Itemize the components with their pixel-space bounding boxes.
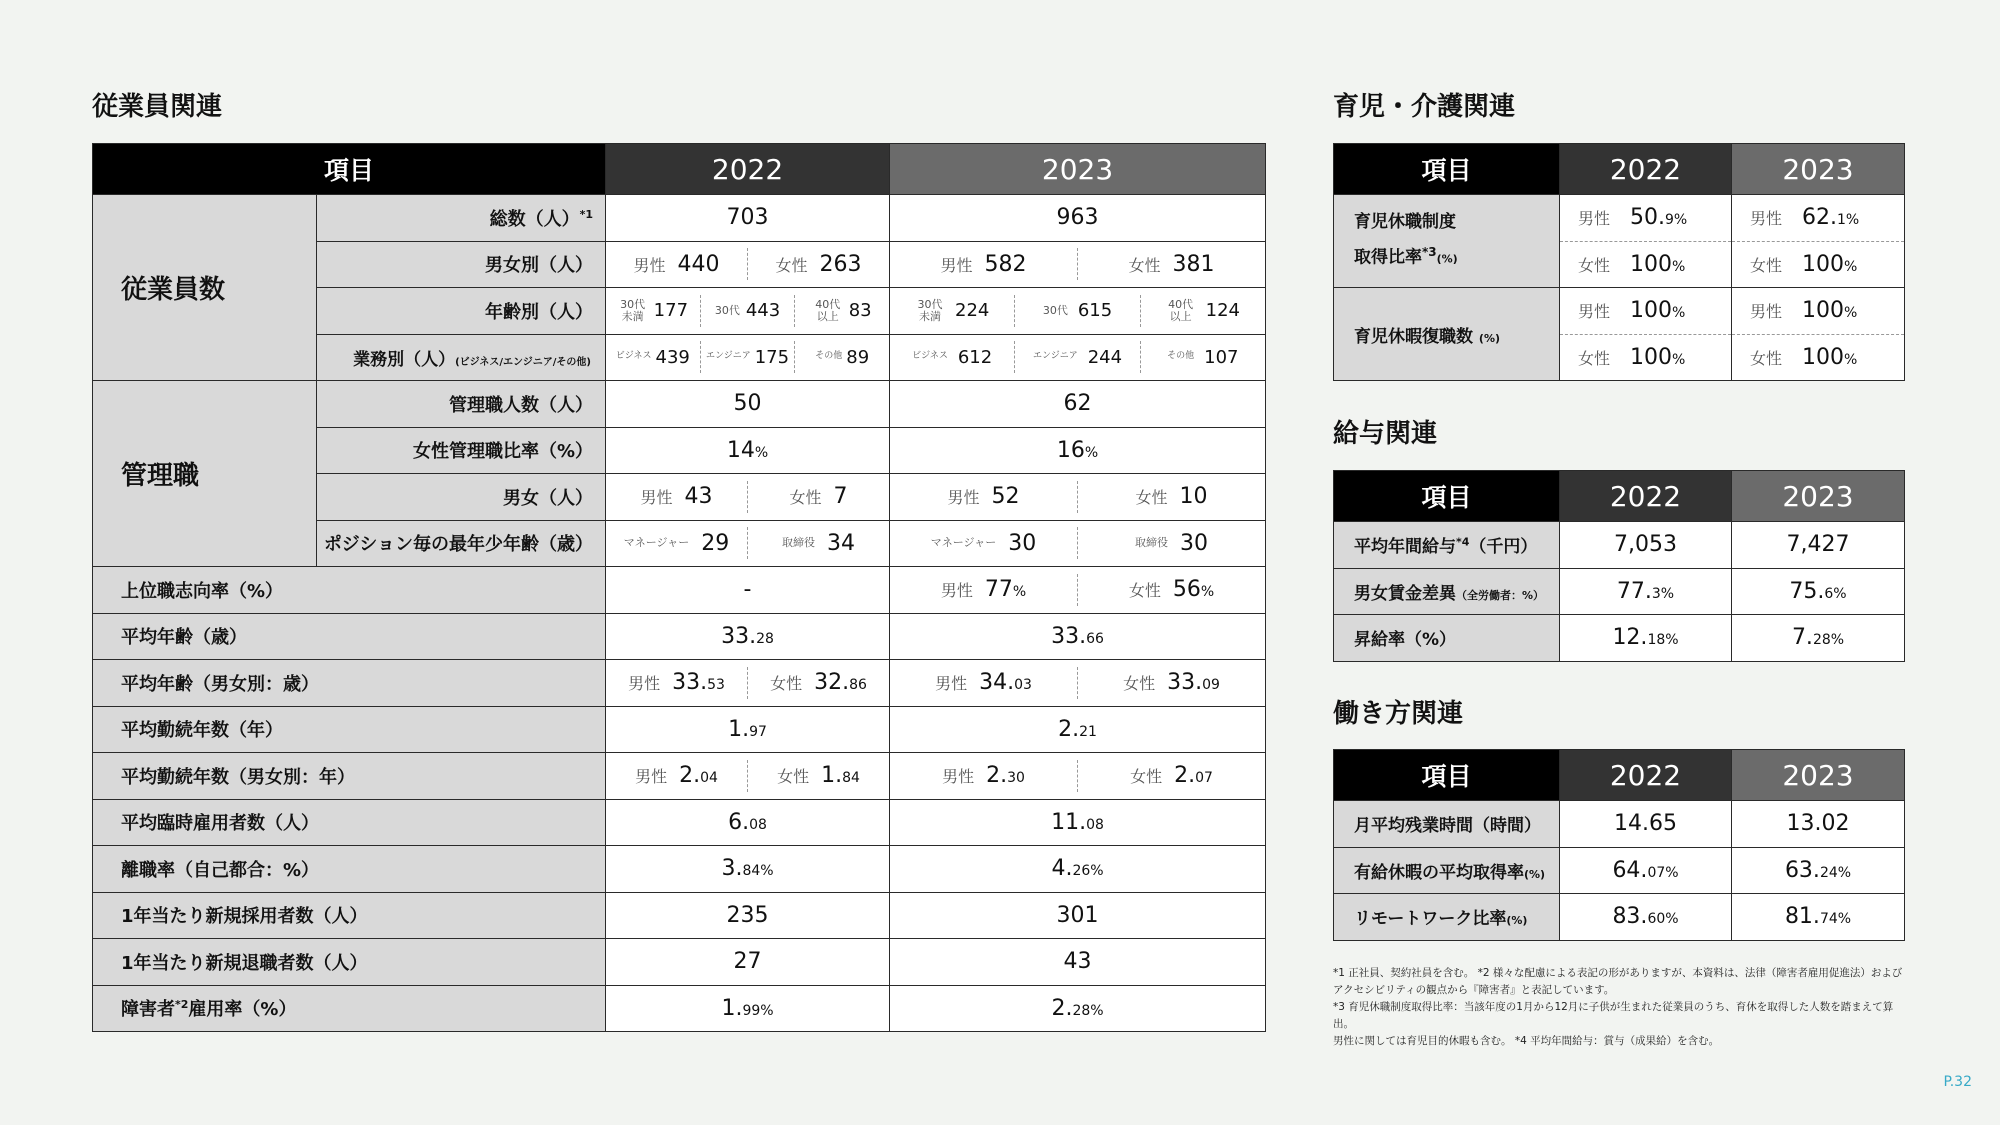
wage-gap-2022: 77.3%: [1560, 568, 1732, 615]
return-rate-2023: 男性 100% 女性 100%: [1732, 288, 1905, 381]
overtime-2022: 14.65: [1560, 801, 1732, 848]
raise-2022: 12.18%: [1560, 615, 1732, 662]
disabled-2022: 1.99%: [606, 985, 890, 1032]
row-label-remote: リモートワーク比率(%): [1334, 894, 1560, 941]
row-label-overtime: 月平均残業時間（時間）: [1334, 801, 1560, 848]
childcare-header-2022: 2022: [1560, 144, 1732, 195]
leavers-2023: 43: [890, 939, 1266, 986]
row-label-wage-gap: 男女賃金差異（全労働者：%）: [1334, 568, 1560, 615]
row-label-avg-age: 平均年齢（歳）: [93, 613, 606, 660]
childcare-table: [1333, 143, 1905, 381]
childcare-header-2023: 2023: [1732, 144, 1905, 195]
wage-gap-2023: 75.6%: [1732, 568, 1905, 615]
row-label-leavers: 1年当たり新規退職者数（人）: [93, 939, 606, 986]
work-header-2022: 2022: [1560, 750, 1732, 801]
min-age-2023: マネージャー 30 取締役 30: [890, 520, 1266, 567]
row-label-disabled: 障害者$^{*2}$雇用率（%）: [93, 985, 606, 1032]
childcare-section-title: 育児・介護関連: [1333, 92, 1516, 122]
remote-2022: 83.60%: [1560, 894, 1732, 941]
female-mgr-2023: 16%: [890, 427, 1266, 474]
row-label-tenure: 平均勤続年数（年）: [93, 706, 606, 753]
row-label-job: 業務別（人）(ビジネス/エンジニア/その他): [317, 334, 606, 381]
salary-header-item: 項目: [1334, 471, 1560, 522]
row-label-mgr-count: 管理職人数（人）: [317, 381, 606, 428]
aspiration-2022: -: [606, 567, 890, 614]
row-label-age: 年齢別（人）: [317, 288, 606, 335]
leavers-2022: 27: [606, 939, 890, 986]
paid-leave-2022: 64.07%: [1560, 847, 1732, 894]
salary-section-title: 給与関連: [1333, 419, 1438, 449]
header-2022: 2022: [606, 144, 890, 195]
group-management: 管理職: [93, 381, 317, 567]
row-label-min-age: ポジション毎の最年少年齢（歳）: [317, 520, 606, 567]
min-age-2022: マネージャー 29 取締役 34: [606, 520, 890, 567]
salary-header-2023: 2023: [1732, 471, 1905, 522]
childcare-header-item: 項目: [1334, 144, 1560, 195]
tenure-gender-2023: 男性 2.30 女性 2.07: [890, 753, 1266, 800]
row-label-hires: 1年当たり新規採用者数（人）: [93, 892, 606, 939]
tenure-2022: 1.97: [606, 706, 890, 753]
row-label-return-rate: 育児休暇復職数 (%): [1334, 288, 1560, 381]
aspiration-2023: 男性 77% 女性 56%: [890, 567, 1266, 614]
header-item: 項目: [93, 144, 606, 195]
salary-table: [1333, 470, 1905, 662]
row-label-temp: 平均臨時雇用者数（人）: [93, 799, 606, 846]
mgr-gender-2023: 男性 52 女性 10: [890, 474, 1266, 521]
hires-2022: 235: [606, 892, 890, 939]
work-section-title: 働き方関連: [1333, 699, 1464, 729]
temp-2022: 6.08: [606, 799, 890, 846]
row-label-avg-salary: 平均年間給与$^{*4}$（千円）: [1334, 522, 1560, 569]
avg-salary-2022: 7,053: [1560, 522, 1732, 569]
row-label-leave-rate: 育児休職制度 取得比率$^{*3}$(%): [1334, 195, 1560, 288]
avg-age-gender-2022: 男性 33.53 女性 32.86: [606, 660, 890, 707]
row-label-female-mgr: 女性管理職比率（%）: [317, 427, 606, 474]
hires-2023: 301: [890, 892, 1266, 939]
mgr-count-2022: 50: [606, 381, 890, 428]
work-header-item: 項目: [1334, 750, 1560, 801]
avg-age-gender-2023: 男性 34.03 女性 33.09: [890, 660, 1266, 707]
avg-age-2023: 33.66: [890, 613, 1266, 660]
job-2022: ビジネス 439 エンジニア 175 その他 89: [606, 334, 890, 381]
footnote-line: *3 育児休職制度取得比率：当該年度の1月から12月に子供が生まれた従業員のうち、育休を取得した人数を踏まえて算出。: [1333, 1001, 1894, 1030]
row-label-gender: 男女別（人）: [317, 241, 606, 288]
tenure-2023: 2.21: [890, 706, 1266, 753]
employee-section-title: 従業員関連: [92, 92, 223, 122]
disabled-2023: 2.28%: [890, 985, 1266, 1032]
row-label-paid-leave: 有給休暇の平均取得率(%): [1334, 847, 1560, 894]
row-label-tenure-gender: 平均勤続年数（男女別：年）: [93, 753, 606, 800]
footnotes: [1333, 965, 1913, 1050]
overtime-2023: 13.02: [1732, 801, 1905, 848]
turnover-2023: 4.26%: [890, 846, 1266, 893]
gender-2022: 男性 440 女性 263: [606, 241, 890, 288]
temp-2023: 11.08: [890, 799, 1266, 846]
work-table: [1333, 749, 1905, 941]
row-label-aspiration: 上位職志向率（%）: [93, 567, 606, 614]
salary-header-2022: 2022: [1560, 471, 1732, 522]
footnote-line: *1 正社員、契約社員を含む。 *2 様々な配慮による表記の形がありますが、本資料は、法律（障害者雇用促進法）および: [1333, 967, 1903, 979]
total-2023: 963: [890, 195, 1266, 242]
paid-leave-2023: 63.24%: [1732, 847, 1905, 894]
row-label-mgr-gender: 男女（人）: [317, 474, 606, 521]
gender-2023: 男性 582 女性 381: [890, 241, 1266, 288]
footnote-line: アクセシビリティの観点から『障害者』と表記しています。: [1333, 984, 1615, 996]
work-header-2023: 2023: [1732, 750, 1905, 801]
tenure-gender-2022: 男性 2.04 女性 1.84: [606, 753, 890, 800]
job-2023: ビジネス 612 エンジニア 244 その他 107: [890, 334, 1266, 381]
age-2022: 30代未満 177 30代 443 40代以上 83: [606, 288, 890, 335]
leave-rate-2022: 男性 50.9% 女性 100%: [1560, 195, 1732, 288]
return-rate-2022: 男性 100% 女性 100%: [1560, 288, 1732, 381]
header-2023: 2023: [890, 144, 1266, 195]
group-employees: 従業員数: [93, 195, 317, 381]
remote-2023: 81.74%: [1732, 894, 1905, 941]
turnover-2022: 3.84%: [606, 846, 890, 893]
row-label-raise: 昇給率（%）: [1334, 615, 1560, 662]
raise-2023: 7.28%: [1732, 615, 1905, 662]
page-number: P.32: [1943, 1074, 1972, 1090]
avg-age-2022: 33.28: [606, 613, 890, 660]
row-label-turnover: 離職率（自己都合：%）: [93, 846, 606, 893]
total-2022: 703: [606, 195, 890, 242]
age-2023: 30代未満 224 30代 615 40代以上 124: [890, 288, 1266, 335]
row-label-total: 総数（人）$^{*1}$: [317, 195, 606, 242]
mgr-count-2023: 62: [890, 381, 1266, 428]
avg-salary-2023: 7,427: [1732, 522, 1905, 569]
employee-table: [92, 143, 1266, 1032]
footnote-line: 男性に関しては育児目的休暇も含む。 *4 平均年間給与：賞与（成果給）を含む。: [1333, 1035, 1720, 1047]
leave-rate-2023: 男性 62.1% 女性 100%: [1732, 195, 1905, 288]
row-label-avg-age-gender: 平均年齢（男女別：歳）: [93, 660, 606, 707]
female-mgr-2022: 14%: [606, 427, 890, 474]
mgr-gender-2022: 男性 43 女性 7: [606, 474, 890, 521]
